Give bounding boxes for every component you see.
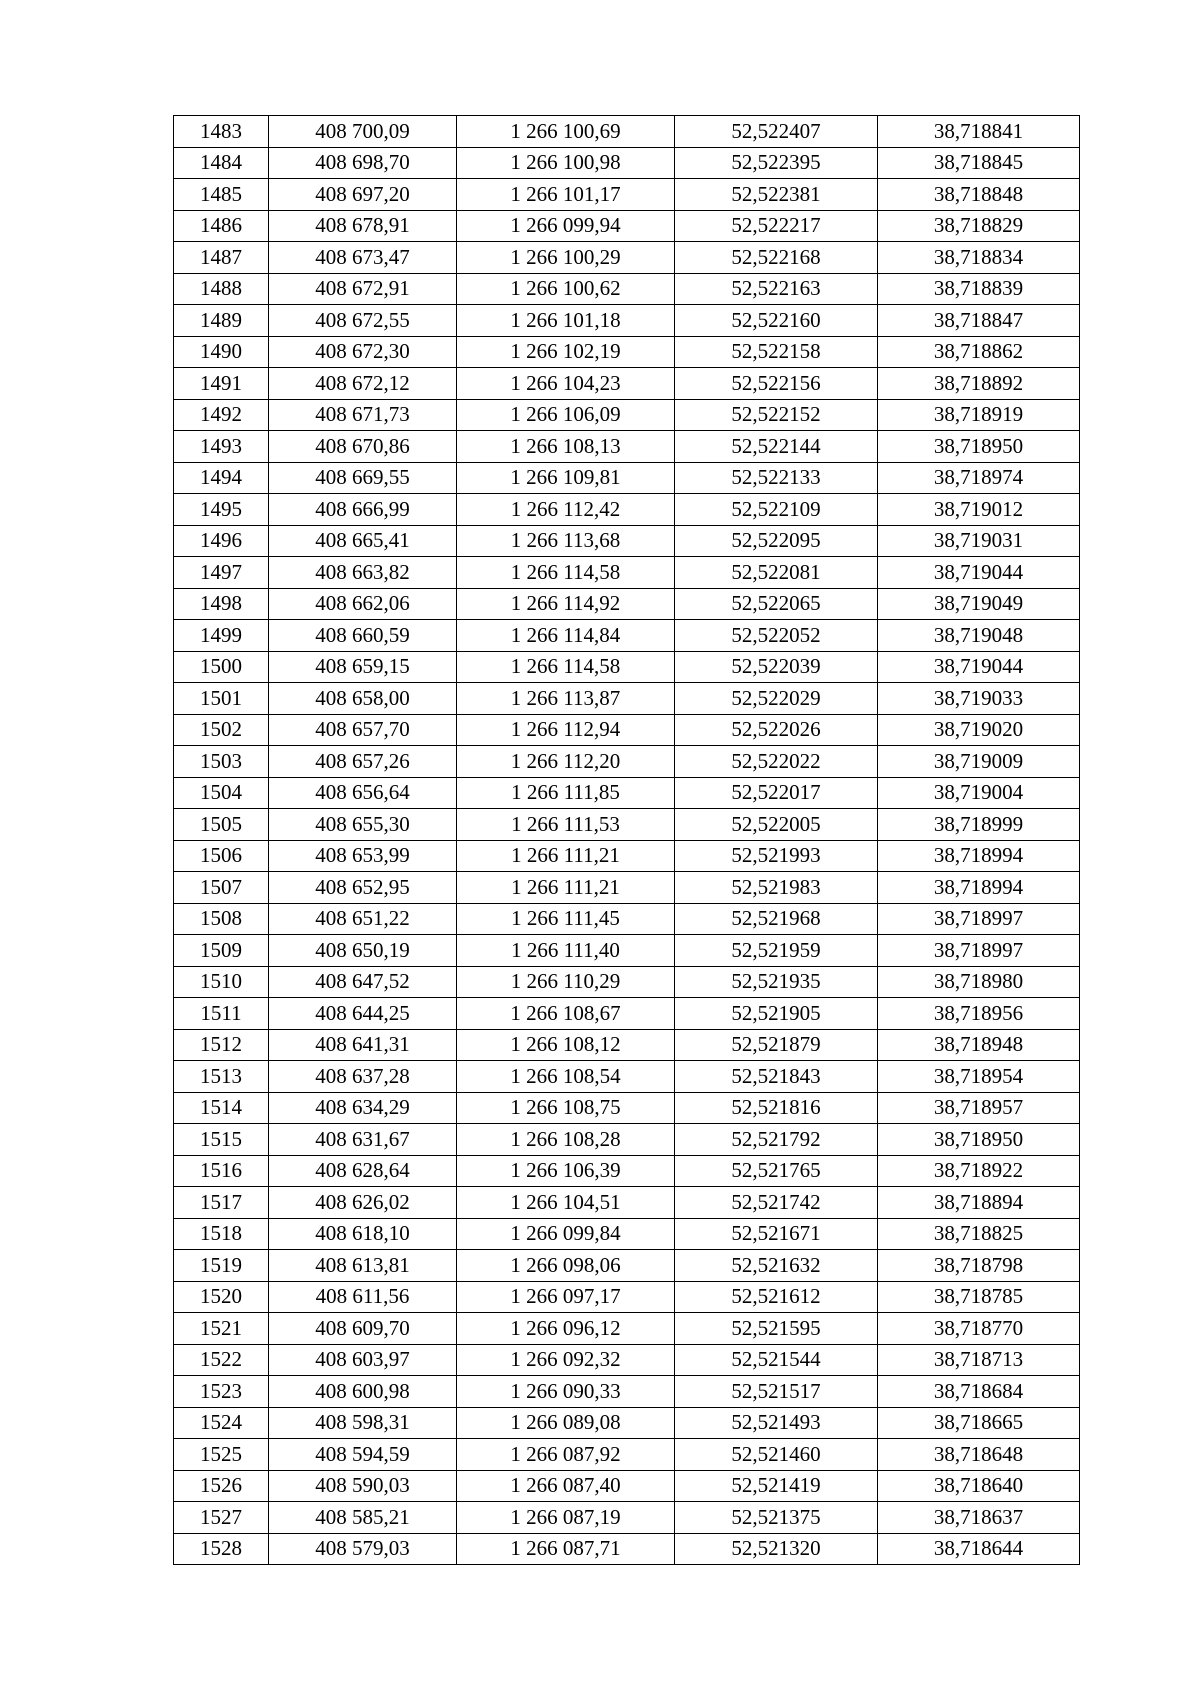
longitude-cell: 38,718954 xyxy=(878,1061,1080,1093)
y-coordinate-cell: 1 266 112,94 xyxy=(457,714,675,746)
x-coordinate-cell: 408 700,09 xyxy=(269,116,457,148)
point-number-cell: 1528 xyxy=(174,1533,269,1565)
point-number-cell: 1522 xyxy=(174,1344,269,1376)
point-number-cell: 1495 xyxy=(174,494,269,526)
x-coordinate-cell: 408 652,95 xyxy=(269,872,457,904)
y-coordinate-cell: 1 266 106,39 xyxy=(457,1155,675,1187)
point-number-cell: 1513 xyxy=(174,1061,269,1093)
y-coordinate-cell: 1 266 114,58 xyxy=(457,651,675,683)
x-coordinate-cell: 408 665,41 xyxy=(269,525,457,557)
coordinates-table xyxy=(173,115,1080,1565)
point-number-cell: 1514 xyxy=(174,1092,269,1124)
longitude-cell: 38,719049 xyxy=(878,588,1080,620)
x-coordinate-cell: 408 672,30 xyxy=(269,336,457,368)
latitude-cell: 52,521632 xyxy=(675,1250,878,1282)
x-coordinate-cell: 408 670,86 xyxy=(269,431,457,463)
table-row xyxy=(174,588,1080,620)
y-coordinate-cell: 1 266 108,12 xyxy=(457,1029,675,1061)
y-coordinate-cell: 1 266 114,92 xyxy=(457,588,675,620)
table-row xyxy=(174,1092,1080,1124)
x-coordinate-cell: 408 697,20 xyxy=(269,179,457,211)
point-number-cell: 1488 xyxy=(174,273,269,305)
x-coordinate-cell: 408 651,22 xyxy=(269,903,457,935)
point-number-cell: 1523 xyxy=(174,1376,269,1408)
latitude-cell: 52,522407 xyxy=(675,116,878,148)
y-coordinate-cell: 1 266 111,21 xyxy=(457,872,675,904)
x-coordinate-cell: 408 618,10 xyxy=(269,1218,457,1250)
latitude-cell: 52,521320 xyxy=(675,1533,878,1565)
x-coordinate-cell: 408 579,03 xyxy=(269,1533,457,1565)
x-coordinate-cell: 408 628,64 xyxy=(269,1155,457,1187)
longitude-cell: 38,718847 xyxy=(878,305,1080,337)
table-row xyxy=(174,1533,1080,1565)
latitude-cell: 52,522026 xyxy=(675,714,878,746)
longitude-cell: 38,719048 xyxy=(878,620,1080,652)
table-row xyxy=(174,116,1080,148)
table-row xyxy=(174,777,1080,809)
table-row xyxy=(174,431,1080,463)
longitude-cell: 38,719020 xyxy=(878,714,1080,746)
x-coordinate-cell: 408 663,82 xyxy=(269,557,457,589)
x-coordinate-cell: 408 641,31 xyxy=(269,1029,457,1061)
point-number-cell: 1486 xyxy=(174,210,269,242)
x-coordinate-cell: 408 657,70 xyxy=(269,714,457,746)
table-row xyxy=(174,872,1080,904)
point-number-cell: 1492 xyxy=(174,399,269,431)
point-number-cell: 1510 xyxy=(174,966,269,998)
table-row xyxy=(174,840,1080,872)
table-row xyxy=(174,1502,1080,1534)
longitude-cell: 38,718974 xyxy=(878,462,1080,494)
table-row xyxy=(174,1439,1080,1471)
table-row xyxy=(174,273,1080,305)
longitude-cell: 38,718980 xyxy=(878,966,1080,998)
latitude-cell: 52,521816 xyxy=(675,1092,878,1124)
x-coordinate-cell: 408 698,70 xyxy=(269,147,457,179)
longitude-cell: 38,718922 xyxy=(878,1155,1080,1187)
point-number-cell: 1515 xyxy=(174,1124,269,1156)
table-row xyxy=(174,1250,1080,1282)
latitude-cell: 52,522095 xyxy=(675,525,878,557)
longitude-cell: 38,718684 xyxy=(878,1376,1080,1408)
x-coordinate-cell: 408 657,26 xyxy=(269,746,457,778)
point-number-cell: 1511 xyxy=(174,998,269,1030)
table-row xyxy=(174,494,1080,526)
point-number-cell: 1524 xyxy=(174,1407,269,1439)
latitude-cell: 52,521935 xyxy=(675,966,878,998)
y-coordinate-cell: 1 266 108,54 xyxy=(457,1061,675,1093)
y-coordinate-cell: 1 266 111,85 xyxy=(457,777,675,809)
longitude-cell: 38,719004 xyxy=(878,777,1080,809)
longitude-cell: 38,718839 xyxy=(878,273,1080,305)
table-row xyxy=(174,683,1080,715)
longitude-cell: 38,718950 xyxy=(878,431,1080,463)
latitude-cell: 52,522144 xyxy=(675,431,878,463)
latitude-cell: 52,521968 xyxy=(675,903,878,935)
table-row xyxy=(174,368,1080,400)
point-number-cell: 1485 xyxy=(174,179,269,211)
latitude-cell: 52,522163 xyxy=(675,273,878,305)
table-row xyxy=(174,1376,1080,1408)
y-coordinate-cell: 1 266 096,12 xyxy=(457,1313,675,1345)
longitude-cell: 38,718892 xyxy=(878,368,1080,400)
table-row xyxy=(174,147,1080,179)
y-coordinate-cell: 1 266 087,40 xyxy=(457,1470,675,1502)
x-coordinate-cell: 408 658,00 xyxy=(269,683,457,715)
latitude-cell: 52,522133 xyxy=(675,462,878,494)
x-coordinate-cell: 408 653,99 xyxy=(269,840,457,872)
y-coordinate-cell: 1 266 104,51 xyxy=(457,1187,675,1219)
y-coordinate-cell: 1 266 104,23 xyxy=(457,368,675,400)
point-number-cell: 1519 xyxy=(174,1250,269,1282)
y-coordinate-cell: 1 266 097,17 xyxy=(457,1281,675,1313)
y-coordinate-cell: 1 266 113,87 xyxy=(457,683,675,715)
point-number-cell: 1518 xyxy=(174,1218,269,1250)
latitude-cell: 52,521742 xyxy=(675,1187,878,1219)
point-number-cell: 1520 xyxy=(174,1281,269,1313)
longitude-cell: 38,719009 xyxy=(878,746,1080,778)
longitude-cell: 38,718894 xyxy=(878,1187,1080,1219)
latitude-cell: 52,522039 xyxy=(675,651,878,683)
x-coordinate-cell: 408 672,91 xyxy=(269,273,457,305)
point-number-cell: 1501 xyxy=(174,683,269,715)
y-coordinate-cell: 1 266 108,13 xyxy=(457,431,675,463)
point-number-cell: 1512 xyxy=(174,1029,269,1061)
table-row xyxy=(174,462,1080,494)
longitude-cell: 38,718713 xyxy=(878,1344,1080,1376)
point-number-cell: 1489 xyxy=(174,305,269,337)
longitude-cell: 38,718950 xyxy=(878,1124,1080,1156)
x-coordinate-cell: 408 611,56 xyxy=(269,1281,457,1313)
table-row xyxy=(174,210,1080,242)
longitude-cell: 38,718848 xyxy=(878,179,1080,211)
point-number-cell: 1521 xyxy=(174,1313,269,1345)
latitude-cell: 52,522005 xyxy=(675,809,878,841)
table-row xyxy=(174,399,1080,431)
table-row xyxy=(174,1218,1080,1250)
table-row xyxy=(174,1155,1080,1187)
x-coordinate-cell: 408 666,99 xyxy=(269,494,457,526)
table-row xyxy=(174,1061,1080,1093)
point-number-cell: 1504 xyxy=(174,777,269,809)
table-row xyxy=(174,242,1080,274)
longitude-cell: 38,718665 xyxy=(878,1407,1080,1439)
latitude-cell: 52,522029 xyxy=(675,683,878,715)
point-number-cell: 1484 xyxy=(174,147,269,179)
x-coordinate-cell: 408 662,06 xyxy=(269,588,457,620)
y-coordinate-cell: 1 266 100,62 xyxy=(457,273,675,305)
table-row xyxy=(174,557,1080,589)
latitude-cell: 52,522152 xyxy=(675,399,878,431)
longitude-cell: 38,718845 xyxy=(878,147,1080,179)
point-number-cell: 1487 xyxy=(174,242,269,274)
y-coordinate-cell: 1 266 087,19 xyxy=(457,1502,675,1534)
table-row xyxy=(174,998,1080,1030)
x-coordinate-cell: 408 650,19 xyxy=(269,935,457,967)
coordinates-table-body xyxy=(174,116,1080,1565)
longitude-cell: 38,718957 xyxy=(878,1092,1080,1124)
point-number-cell: 1517 xyxy=(174,1187,269,1219)
x-coordinate-cell: 408 631,67 xyxy=(269,1124,457,1156)
y-coordinate-cell: 1 266 087,71 xyxy=(457,1533,675,1565)
table-row xyxy=(174,525,1080,557)
y-coordinate-cell: 1 266 102,19 xyxy=(457,336,675,368)
longitude-cell: 38,718994 xyxy=(878,840,1080,872)
table-row xyxy=(174,1470,1080,1502)
latitude-cell: 52,522395 xyxy=(675,147,878,179)
latitude-cell: 52,522217 xyxy=(675,210,878,242)
y-coordinate-cell: 1 266 111,40 xyxy=(457,935,675,967)
longitude-cell: 38,718997 xyxy=(878,903,1080,935)
y-coordinate-cell: 1 266 099,84 xyxy=(457,1218,675,1250)
latitude-cell: 52,521419 xyxy=(675,1470,878,1502)
latitude-cell: 52,521671 xyxy=(675,1218,878,1250)
latitude-cell: 52,522017 xyxy=(675,777,878,809)
y-coordinate-cell: 1 266 108,28 xyxy=(457,1124,675,1156)
point-number-cell: 1497 xyxy=(174,557,269,589)
longitude-cell: 38,718999 xyxy=(878,809,1080,841)
longitude-cell: 38,719031 xyxy=(878,525,1080,557)
longitude-cell: 38,718785 xyxy=(878,1281,1080,1313)
point-number-cell: 1507 xyxy=(174,872,269,904)
table-row xyxy=(174,620,1080,652)
y-coordinate-cell: 1 266 113,68 xyxy=(457,525,675,557)
x-coordinate-cell: 408 672,55 xyxy=(269,305,457,337)
x-coordinate-cell: 408 644,25 xyxy=(269,998,457,1030)
point-number-cell: 1516 xyxy=(174,1155,269,1187)
latitude-cell: 52,521879 xyxy=(675,1029,878,1061)
longitude-cell: 38,718829 xyxy=(878,210,1080,242)
point-number-cell: 1527 xyxy=(174,1502,269,1534)
longitude-cell: 38,719012 xyxy=(878,494,1080,526)
latitude-cell: 52,521517 xyxy=(675,1376,878,1408)
table-row xyxy=(174,179,1080,211)
table-row xyxy=(174,1187,1080,1219)
longitude-cell: 38,718825 xyxy=(878,1218,1080,1250)
latitude-cell: 52,522022 xyxy=(675,746,878,778)
y-coordinate-cell: 1 266 108,75 xyxy=(457,1092,675,1124)
y-coordinate-cell: 1 266 111,45 xyxy=(457,903,675,935)
point-number-cell: 1505 xyxy=(174,809,269,841)
latitude-cell: 52,521612 xyxy=(675,1281,878,1313)
longitude-cell: 38,718770 xyxy=(878,1313,1080,1345)
table-row xyxy=(174,809,1080,841)
longitude-cell: 38,718997 xyxy=(878,935,1080,967)
table-row xyxy=(174,1313,1080,1345)
latitude-cell: 52,522158 xyxy=(675,336,878,368)
latitude-cell: 52,522381 xyxy=(675,179,878,211)
y-coordinate-cell: 1 266 100,29 xyxy=(457,242,675,274)
latitude-cell: 52,521983 xyxy=(675,872,878,904)
x-coordinate-cell: 408 594,59 xyxy=(269,1439,457,1471)
table-row xyxy=(174,714,1080,746)
point-number-cell: 1490 xyxy=(174,336,269,368)
y-coordinate-cell: 1 266 101,18 xyxy=(457,305,675,337)
y-coordinate-cell: 1 266 100,98 xyxy=(457,147,675,179)
point-number-cell: 1525 xyxy=(174,1439,269,1471)
table-row xyxy=(174,1281,1080,1313)
point-number-cell: 1483 xyxy=(174,116,269,148)
x-coordinate-cell: 408 590,03 xyxy=(269,1470,457,1502)
table-row xyxy=(174,903,1080,935)
latitude-cell: 52,521460 xyxy=(675,1439,878,1471)
y-coordinate-cell: 1 266 114,58 xyxy=(457,557,675,589)
x-coordinate-cell: 408 678,91 xyxy=(269,210,457,242)
table-row xyxy=(174,651,1080,683)
latitude-cell: 52,521843 xyxy=(675,1061,878,1093)
y-coordinate-cell: 1 266 087,92 xyxy=(457,1439,675,1471)
table-row xyxy=(174,336,1080,368)
x-coordinate-cell: 408 634,29 xyxy=(269,1092,457,1124)
y-coordinate-cell: 1 266 111,53 xyxy=(457,809,675,841)
latitude-cell: 52,521493 xyxy=(675,1407,878,1439)
x-coordinate-cell: 408 669,55 xyxy=(269,462,457,494)
latitude-cell: 52,522109 xyxy=(675,494,878,526)
point-number-cell: 1494 xyxy=(174,462,269,494)
point-number-cell: 1499 xyxy=(174,620,269,652)
table-row xyxy=(174,1344,1080,1376)
latitude-cell: 52,521544 xyxy=(675,1344,878,1376)
x-coordinate-cell: 408 600,98 xyxy=(269,1376,457,1408)
y-coordinate-cell: 1 266 112,20 xyxy=(457,746,675,778)
x-coordinate-cell: 408 671,73 xyxy=(269,399,457,431)
y-coordinate-cell: 1 266 108,67 xyxy=(457,998,675,1030)
x-coordinate-cell: 408 673,47 xyxy=(269,242,457,274)
latitude-cell: 52,522156 xyxy=(675,368,878,400)
latitude-cell: 52,521792 xyxy=(675,1124,878,1156)
y-coordinate-cell: 1 266 101,17 xyxy=(457,179,675,211)
longitude-cell: 38,718644 xyxy=(878,1533,1080,1565)
point-number-cell: 1491 xyxy=(174,368,269,400)
point-number-cell: 1508 xyxy=(174,903,269,935)
longitude-cell: 38,718798 xyxy=(878,1250,1080,1282)
y-coordinate-cell: 1 266 114,84 xyxy=(457,620,675,652)
latitude-cell: 52,521765 xyxy=(675,1155,878,1187)
y-coordinate-cell: 1 266 112,42 xyxy=(457,494,675,526)
longitude-cell: 38,719033 xyxy=(878,683,1080,715)
latitude-cell: 52,522052 xyxy=(675,620,878,652)
y-coordinate-cell: 1 266 099,94 xyxy=(457,210,675,242)
x-coordinate-cell: 408 613,81 xyxy=(269,1250,457,1282)
y-coordinate-cell: 1 266 098,06 xyxy=(457,1250,675,1282)
latitude-cell: 52,521375 xyxy=(675,1502,878,1534)
latitude-cell: 52,521595 xyxy=(675,1313,878,1345)
x-coordinate-cell: 408 660,59 xyxy=(269,620,457,652)
y-coordinate-cell: 1 266 111,21 xyxy=(457,840,675,872)
y-coordinate-cell: 1 266 100,69 xyxy=(457,116,675,148)
latitude-cell: 52,522160 xyxy=(675,305,878,337)
table-row xyxy=(174,1407,1080,1439)
latitude-cell: 52,521905 xyxy=(675,998,878,1030)
longitude-cell: 38,718640 xyxy=(878,1470,1080,1502)
longitude-cell: 38,718994 xyxy=(878,872,1080,904)
point-number-cell: 1496 xyxy=(174,525,269,557)
longitude-cell: 38,718948 xyxy=(878,1029,1080,1061)
longitude-cell: 38,718862 xyxy=(878,336,1080,368)
point-number-cell: 1526 xyxy=(174,1470,269,1502)
longitude-cell: 38,718637 xyxy=(878,1502,1080,1534)
x-coordinate-cell: 408 659,15 xyxy=(269,651,457,683)
x-coordinate-cell: 408 603,97 xyxy=(269,1344,457,1376)
longitude-cell: 38,718919 xyxy=(878,399,1080,431)
point-number-cell: 1503 xyxy=(174,746,269,778)
x-coordinate-cell: 408 626,02 xyxy=(269,1187,457,1219)
y-coordinate-cell: 1 266 109,81 xyxy=(457,462,675,494)
x-coordinate-cell: 408 672,12 xyxy=(269,368,457,400)
longitude-cell: 38,718841 xyxy=(878,116,1080,148)
longitude-cell: 38,719044 xyxy=(878,651,1080,683)
longitude-cell: 38,718834 xyxy=(878,242,1080,274)
latitude-cell: 52,522168 xyxy=(675,242,878,274)
latitude-cell: 52,522065 xyxy=(675,588,878,620)
table-row xyxy=(174,966,1080,998)
table-row xyxy=(174,305,1080,337)
table-row xyxy=(174,1124,1080,1156)
y-coordinate-cell: 1 266 090,33 xyxy=(457,1376,675,1408)
table-row xyxy=(174,935,1080,967)
x-coordinate-cell: 408 598,31 xyxy=(269,1407,457,1439)
latitude-cell: 52,521959 xyxy=(675,935,878,967)
x-coordinate-cell: 408 656,64 xyxy=(269,777,457,809)
longitude-cell: 38,718648 xyxy=(878,1439,1080,1471)
x-coordinate-cell: 408 585,21 xyxy=(269,1502,457,1534)
x-coordinate-cell: 408 637,28 xyxy=(269,1061,457,1093)
point-number-cell: 1500 xyxy=(174,651,269,683)
longitude-cell: 38,718956 xyxy=(878,998,1080,1030)
point-number-cell: 1493 xyxy=(174,431,269,463)
point-number-cell: 1498 xyxy=(174,588,269,620)
point-number-cell: 1509 xyxy=(174,935,269,967)
y-coordinate-cell: 1 266 089,08 xyxy=(457,1407,675,1439)
x-coordinate-cell: 408 647,52 xyxy=(269,966,457,998)
point-number-cell: 1502 xyxy=(174,714,269,746)
table-row xyxy=(174,1029,1080,1061)
y-coordinate-cell: 1 266 092,32 xyxy=(457,1344,675,1376)
point-number-cell: 1506 xyxy=(174,840,269,872)
longitude-cell: 38,719044 xyxy=(878,557,1080,589)
latitude-cell: 52,522081 xyxy=(675,557,878,589)
y-coordinate-cell: 1 266 110,29 xyxy=(457,966,675,998)
x-coordinate-cell: 408 609,70 xyxy=(269,1313,457,1345)
table-row xyxy=(174,746,1080,778)
x-coordinate-cell: 408 655,30 xyxy=(269,809,457,841)
latitude-cell: 52,521993 xyxy=(675,840,878,872)
y-coordinate-cell: 1 266 106,09 xyxy=(457,399,675,431)
